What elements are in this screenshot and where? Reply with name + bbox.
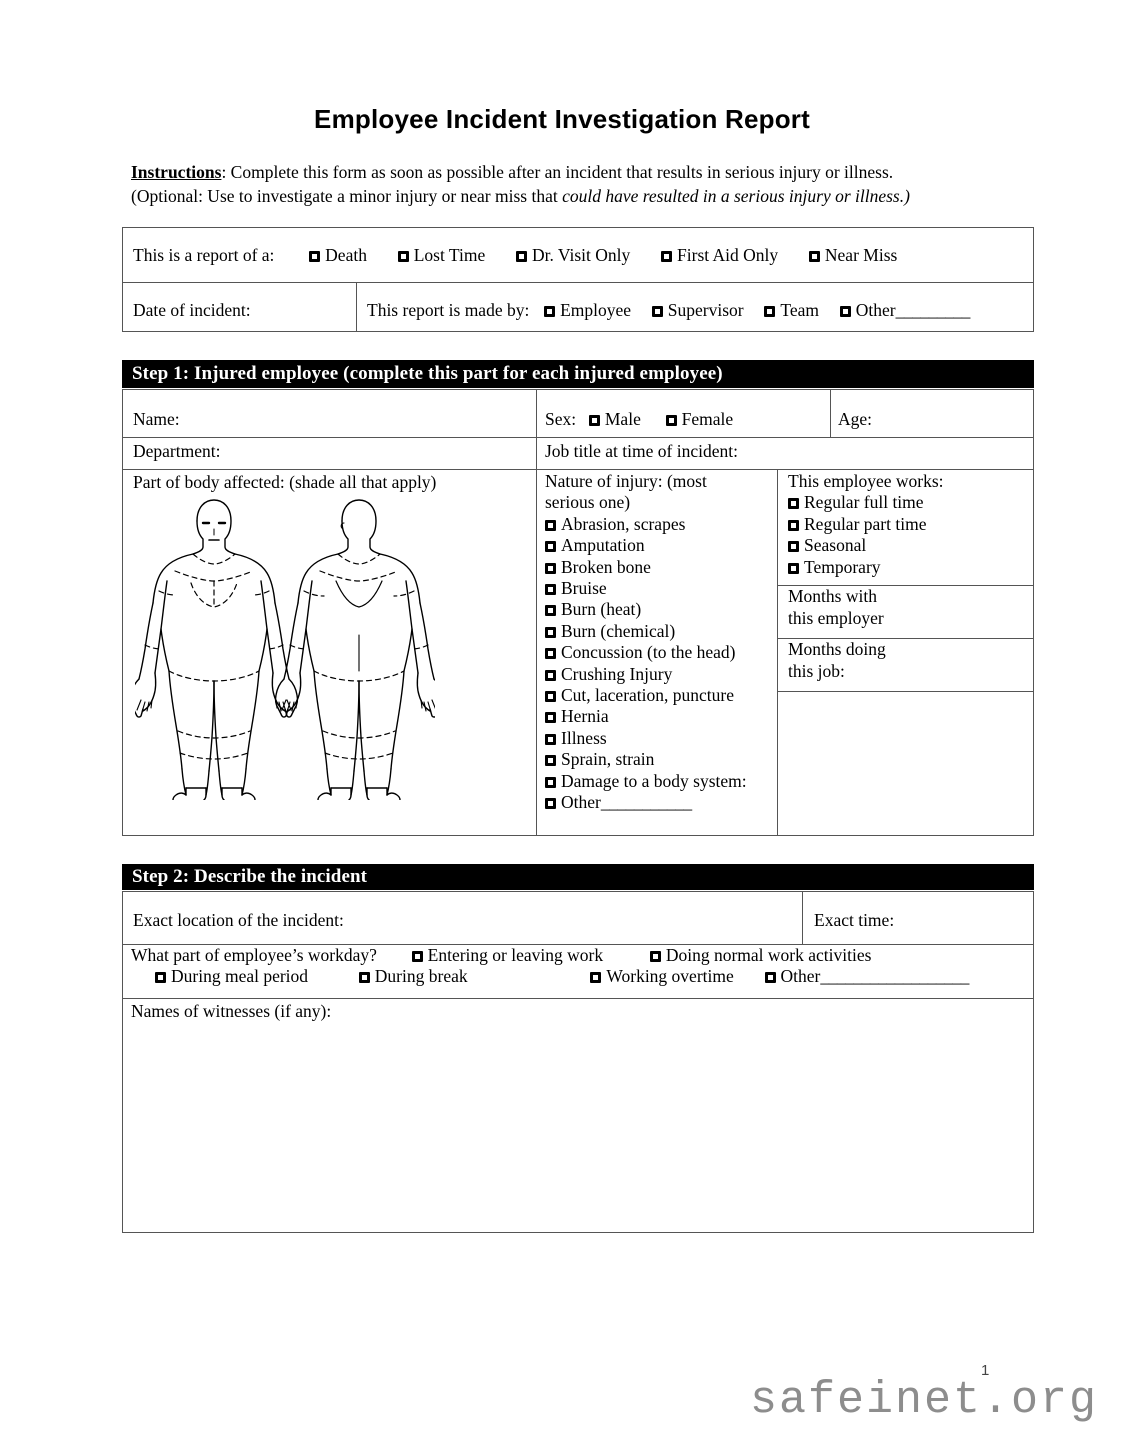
checkbox-icon[interactable] (650, 951, 661, 962)
instructions-label: Instructions (131, 162, 222, 182)
date-of-incident-field[interactable] (133, 299, 251, 321)
checkbox-icon[interactable] (545, 541, 556, 552)
report-type-option-near-miss[interactable] (809, 244, 897, 266)
made-by-option-label: Other (855, 300, 896, 320)
checkbox-icon[interactable] (788, 520, 799, 531)
months-with-employer-line1: Months with (788, 586, 877, 606)
report-meta-divider (356, 282, 357, 332)
employment-type-label-text: This employee works: (788, 471, 944, 491)
nature-option-label: Abrasion, scrapes (561, 513, 686, 534)
instructions-line-1 (131, 160, 1011, 184)
checkbox-icon[interactable] (398, 251, 409, 262)
exact-time-label: Exact time: (814, 910, 895, 930)
checkbox-icon[interactable] (545, 563, 556, 574)
checkbox-icon[interactable] (545, 627, 556, 638)
months-doing-job-line1: Months doing (788, 639, 886, 659)
instructions-line-1-text: : Complete this form as soon as possible after an incident that results in serious injury or illness. (221, 162, 894, 182)
employment-option-label: Seasonal (804, 535, 867, 556)
body-diagram-svg[interactable] (135, 495, 435, 800)
nature-option-crushing-injury[interactable] (545, 664, 775, 685)
workday-option-label: Working overtime (606, 966, 734, 986)
employment-option-label: Temporary (804, 556, 881, 577)
workday-row-1 (131, 944, 1021, 966)
workday-other-blank[interactable]: __________________ (820, 966, 969, 986)
step2-table (122, 891, 1034, 1233)
checkbox-icon[interactable] (544, 306, 555, 317)
step1-works-divider-3 (777, 691, 1033, 692)
employment-type-label (788, 471, 1028, 492)
checkbox-icon[interactable] (765, 972, 776, 983)
employment-option-label: Regular part time (804, 513, 927, 534)
age-field[interactable] (838, 408, 872, 430)
exact-time-field[interactable] (814, 909, 894, 931)
step1-col-divider-age (830, 390, 831, 437)
checkbox-icon[interactable] (155, 972, 166, 983)
job-title-label: Job title at time of incident: (545, 441, 738, 461)
nature-label-line1: Nature of injury: (most (545, 471, 707, 491)
report-type-option-label: First Aid Only (677, 245, 779, 265)
checkbox-icon[interactable] (545, 584, 556, 595)
instructions-line-2-italic: could have resulted in a serious injury or illness.) (562, 186, 910, 206)
checkbox-icon[interactable] (545, 734, 556, 745)
made-by-option-supervisor[interactable] (652, 299, 744, 321)
workday-option-meal-period[interactable] (155, 965, 308, 987)
employment-option-label: Regular full time (804, 492, 924, 513)
witnesses-label: Names of witnesses (if any): (131, 1001, 332, 1021)
employment-option-seasonal[interactable] (788, 535, 1028, 556)
workday-option-normal-activities[interactable] (650, 944, 872, 966)
nature-option-sprain-strain[interactable] (545, 749, 775, 770)
report-made-by-row (367, 299, 1027, 321)
checkbox-icon[interactable] (788, 563, 799, 574)
body-part-label-text: Part of body affected: (shade all that apply) (133, 472, 437, 492)
months-doing-job-field[interactable] (788, 639, 1018, 682)
workday-row-2 (155, 965, 1035, 987)
nature-option-illness[interactable] (545, 728, 775, 749)
workday-option-working-overtime[interactable] (590, 965, 733, 987)
made-by-option-label: Team (780, 300, 819, 320)
made-by-option-label: Employee (560, 300, 632, 320)
checkbox-icon[interactable] (545, 605, 556, 616)
report-type-option-dr-visit-only[interactable] (516, 244, 630, 266)
checkbox-icon[interactable] (545, 712, 556, 723)
workday-option-other[interactable] (765, 965, 969, 987)
nature-option-label: Broken bone (561, 556, 651, 577)
checkbox-icon[interactable] (589, 415, 600, 426)
employment-option-regular-full-time[interactable] (788, 492, 1028, 513)
nature-option-label: Hernia (561, 706, 609, 727)
employment-option-regular-part-time[interactable] (788, 514, 1028, 535)
employment-option-temporary[interactable] (788, 557, 1028, 578)
step2-header (122, 864, 1034, 890)
nature-of-injury-block (545, 471, 775, 814)
months-doing-job-line2: this job: (788, 660, 845, 681)
instructions-line-2-prefix: (Optional: Use to investigate a minor injury or near miss that (131, 186, 563, 206)
exact-location-field[interactable] (133, 909, 344, 931)
sex-field (545, 408, 733, 430)
workday-option-entering-leaving[interactable] (412, 944, 603, 966)
report-type-option-label: Dr. Visit Only (531, 245, 631, 265)
nature-of-injury-label (545, 471, 775, 514)
nature-of-injury-options (545, 514, 775, 814)
department-label: Department: (133, 441, 221, 461)
name-label: Name: (133, 409, 180, 429)
body-front-view (135, 500, 297, 800)
watermark-logo: safeinet.org (750, 1375, 1099, 1426)
sex-option-label: Female (681, 409, 734, 429)
nature-option-burn-heat[interactable] (545, 599, 775, 620)
checkbox-icon[interactable] (545, 777, 556, 788)
checkbox-icon[interactable] (545, 520, 556, 531)
workday-question: What part of employee’s workday? (131, 945, 377, 965)
made-by-other-blank[interactable]: _________ (895, 300, 970, 320)
nature-option-label: Other (561, 792, 601, 813)
nature-option-abrasion[interactable] (545, 514, 775, 535)
checkbox-icon[interactable] (840, 306, 851, 317)
nature-option-amputation[interactable] (545, 535, 775, 556)
nature-option-label: Cut, laceration, puncture (561, 685, 734, 706)
nature-option-label: Crushing Injury (561, 663, 673, 684)
workday-option-label: Entering or leaving work (427, 945, 604, 965)
nature-other-blank[interactable]: ___________ (600, 792, 692, 813)
nature-option-label: Bruise (561, 578, 607, 599)
workday-option-label: During meal period (171, 966, 309, 986)
employment-type-options (788, 492, 1028, 578)
workday-option-during-break[interactable] (359, 965, 468, 987)
checkbox-icon[interactable] (809, 251, 820, 262)
checkbox-icon[interactable] (661, 251, 672, 262)
instructions-line-2 (131, 184, 1011, 208)
page-number: 1 (981, 1362, 990, 1379)
step1-header (122, 360, 1034, 388)
checkbox-icon[interactable] (545, 670, 556, 681)
step2-row-divider-2 (123, 998, 1033, 999)
step1-row-divider-1 (123, 437, 1033, 438)
checkbox-icon[interactable] (764, 306, 775, 317)
step1-row-divider-2 (123, 469, 1033, 470)
workday-option-label: Doing normal work activities (665, 945, 872, 965)
checkbox-icon[interactable] (666, 415, 677, 426)
made-by-option-team[interactable] (764, 299, 819, 321)
nature-option-label: Damage to a body system: (561, 770, 747, 791)
nature-option-burn-chemical[interactable] (545, 621, 775, 642)
checkbox-icon[interactable] (652, 306, 663, 317)
report-type-option-death[interactable] (309, 244, 367, 266)
date-of-incident-label: Date of incident: (133, 300, 251, 320)
step2-header-label: Step 2: Describe the incident (132, 866, 368, 887)
report-type-row (133, 244, 1023, 266)
witnesses-field[interactable] (131, 1000, 331, 1022)
checkbox-icon[interactable] (545, 648, 556, 659)
checkbox-icon[interactable] (359, 972, 370, 983)
step1-col-divider-works (777, 469, 778, 835)
employment-type-block (788, 471, 1028, 578)
report-type-option-label: Lost Time (413, 245, 486, 265)
workday-option-label: During break (374, 966, 468, 986)
made-by-option-other[interactable] (840, 299, 970, 321)
body-back-view (276, 500, 435, 800)
report-type-option-first-aid-only[interactable] (661, 244, 778, 266)
nature-option-hernia[interactable] (545, 706, 775, 727)
nature-option-label: Burn (chemical) (561, 620, 676, 641)
nature-option-concussion[interactable] (545, 642, 775, 663)
age-label: Age: (838, 409, 873, 429)
checkbox-icon[interactable] (788, 498, 799, 509)
checkbox-icon[interactable] (545, 755, 556, 766)
nature-option-bruise[interactable] (545, 578, 775, 599)
step2-col-divider-time (802, 892, 803, 944)
body-part-label (133, 471, 436, 493)
months-with-employer-line2: this employer (788, 607, 884, 628)
department-field[interactable] (133, 440, 220, 462)
nature-option-label: Concussion (to the head) (561, 642, 736, 663)
months-with-employer-field[interactable] (788, 586, 1018, 629)
checkbox-icon[interactable] (516, 251, 527, 262)
checkbox-icon[interactable] (309, 251, 320, 262)
sex-option-male[interactable] (589, 408, 641, 430)
checkbox-icon[interactable] (788, 541, 799, 552)
nature-option-label: Sprain, strain (561, 749, 655, 770)
step1-header-label: Step 1: Injured employee (complete this part for each injured employee) (132, 363, 723, 384)
nature-label-line2: serious one) (545, 492, 631, 513)
nature-option-body-system-damage[interactable] (545, 771, 775, 792)
body-diagram[interactable] (135, 495, 435, 800)
name-field[interactable] (133, 408, 180, 430)
made-by-option-employee[interactable] (544, 299, 631, 321)
nature-option-label: Burn (heat) (561, 599, 642, 620)
nature-option-other[interactable] (545, 792, 775, 813)
nature-option-broken-bone[interactable] (545, 557, 775, 578)
made-by-option-label: Supervisor (667, 300, 744, 320)
report-type-option-lost-time[interactable] (398, 244, 486, 266)
step1-col-divider-sex (536, 390, 537, 835)
sex-option-label: Male (604, 409, 641, 429)
nature-option-label: Illness (561, 727, 607, 748)
checkbox-icon[interactable] (412, 951, 423, 962)
job-title-field[interactable] (545, 440, 738, 462)
page-title: Employee Incident Investigation Report (314, 104, 810, 134)
checkbox-icon[interactable] (545, 798, 556, 809)
workday-option-label: Other (780, 966, 821, 986)
report-type-prompt: This is a report of a: (133, 245, 275, 265)
report-type-option-label: Near Miss (824, 245, 898, 265)
checkbox-icon[interactable] (590, 972, 601, 983)
checkbox-icon[interactable] (545, 691, 556, 702)
nature-option-label: Amputation (561, 535, 645, 556)
report-type-divider (123, 282, 1033, 283)
sex-option-female[interactable] (666, 408, 734, 430)
report-made-by-label: This report is made by: (367, 300, 530, 320)
sex-label: Sex: (545, 409, 577, 429)
exact-location-label: Exact location of the incident: (133, 910, 344, 930)
instructions-block (131, 160, 1011, 208)
report-type-option-label: Death (325, 245, 367, 265)
nature-option-cut-laceration[interactable] (545, 685, 775, 706)
